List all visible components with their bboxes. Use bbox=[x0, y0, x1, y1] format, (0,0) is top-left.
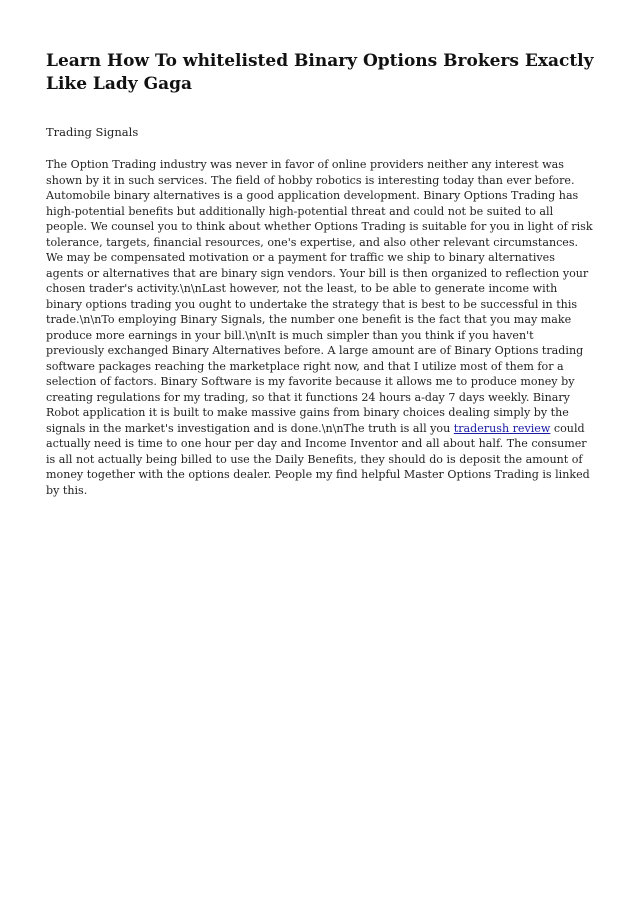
page-title: Learn How To whitelisted Binary Options Brokers Exactly Like Lady Gaga bbox=[46, 51, 594, 94]
body-text-before-link: The Option Trading industry was never in favor of online providers neither any interest was shown by it in such services. The field of hobby robotics is interesting today than ever before. Automobile binary alternatives is a good application development. Binary Options Trading has high-potential benefits but additionally high-potential threat and could not be suited to all people. We counsel you to think about whether Options Trading is suitable for you in light of risk tolerance, targets, financial resources, one's expertise, and also other relevant circumstances. We may be compensated motivation or a payment for traffic we ship to binary alternatives agents or alternatives that are binary sign vendors. Your bill is then organized to reflection your chosen trader's activity.\n\nLast however, not the least, to be able to generate income with binary options trading you ought to undertake the strategy that is best to be successful in this trade.\n\nTo employing Binary Signals, the number one benefit is the fact that you may make produce more earnings in your bill.\n\nIt is much simpler than you think if you haven't previously exchanged Binary Alternatives before. A large amount are of Binary Options trading software packages reaching the marketplace right now, and that I utilize most of them for a selection of factors. Binary Software is my favorite because it allows me to produce money by creating regulations for my trading, so that it functions 24 hours a-day 7 days weekly. Binary Robot application it is built to make massive gains from binary choices dealing simply by the signals in the market's investigation and is done.\n\nThe truth is all you bbox=[46, 158, 593, 435]
traderush-review-link[interactable]: traderush review bbox=[453, 421, 551, 435]
body-paragraph bbox=[46, 157, 594, 498]
document-content bbox=[46, 50, 594, 498]
body-text-after-link: could actually need is time to one hour per day and Income Inventor and all about half. The consumer is all not actually being billed to use the Daily Benefits, they should do is deposit the amount of money together with the options dealer. People my find helpful Master Options Trading is linked by this. bbox=[46, 421, 590, 497]
page-subtitle: Trading Signals bbox=[46, 125, 139, 139]
